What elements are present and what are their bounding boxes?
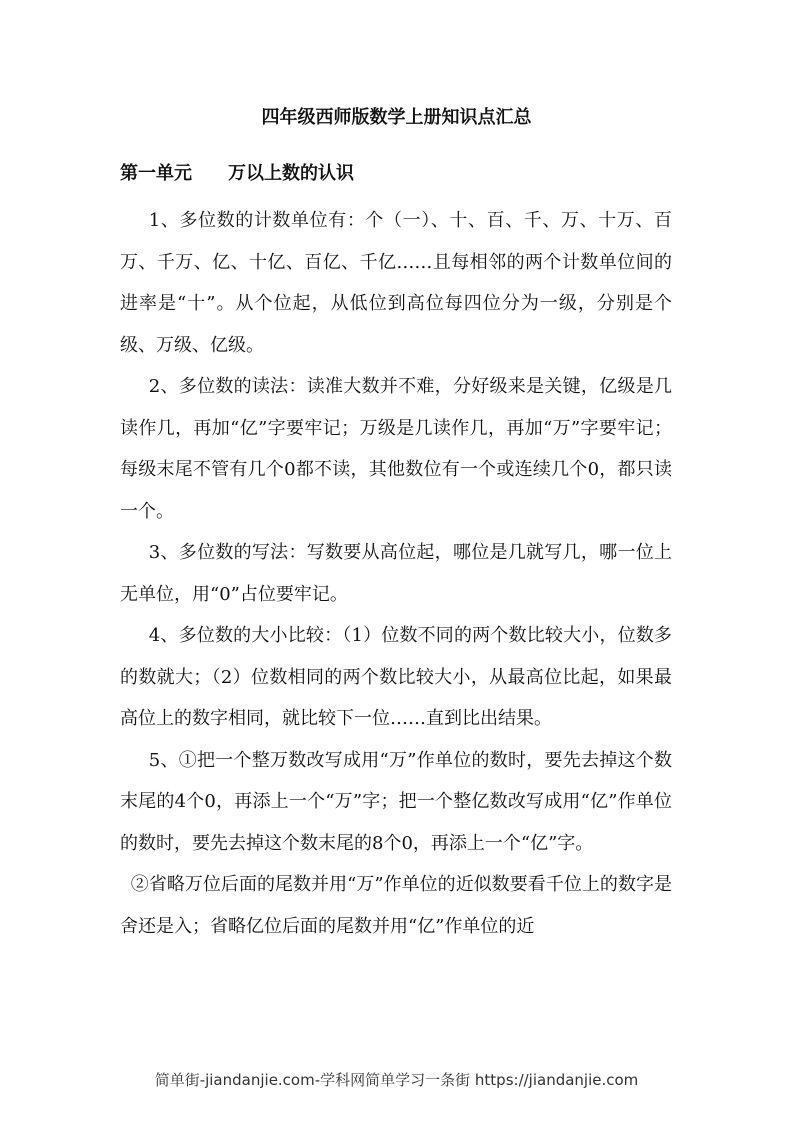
paragraph-3: 3、多位数的写法：写数要从高位起，哪位是几就写几，哪一位上无单位，用“0”占位要牢记。 <box>120 542 672 605</box>
document-title: 四年级西师版数学上册知识点汇总 <box>261 107 532 128</box>
paragraph-1: 1、多位数的计数单位有：个（一）、十、百、千、万、十万、百万、千万、亿、十亿、百亿、千亿……且每相邻的两个计数单位间的进率是“十”。从个位起，从低位到高位每四位分为一级，分别是个级、万级、亿级。 <box>120 210 672 356</box>
footer-watermark: 简单街-jiandanjie.com-学科网简单学习一条街 https://jiandanjie.com <box>154 1071 639 1089</box>
paragraph-5: 5、①把一个整万数改写成用“万”作单位的数时，要先去掉这个数末尾的4个0，再添上一个“万”字；把一个整亿数改写成用“亿”作单位的数时，要先去掉这个数末尾的8个0，再添上一个“亿”字。 <box>120 749 672 854</box>
paragraph-2: 2、多位数的读法：读准大数并不难，分好级来是关键，亿级是几读作几，再加“亿”字要牢记；万级是几读作几，再加“万”字要牢记；每级末尾不管有几个0都不读，其他数位有一个或连续几个0，都只读一个。 <box>120 376 672 522</box>
unit-heading: 第一单元 万以上数的认识 <box>120 163 354 184</box>
document-body <box>120 200 672 947</box>
paragraph-4: 4、多位数的大小比较：（1）位数不同的两个数比较大小，位数多的数就大；（2）位数相同的两个数比较大小，从最高位比起，如果最高位上的数字相同，就比较下一位……直到比出结果。 <box>120 625 672 729</box>
paragraph-5-sub: ②省略万位后面的尾数并用“万”作单位的近似数要看千位上的数字是舍还是入；省略亿位后面的尾数并用“亿”作单位的近 <box>120 874 672 937</box>
